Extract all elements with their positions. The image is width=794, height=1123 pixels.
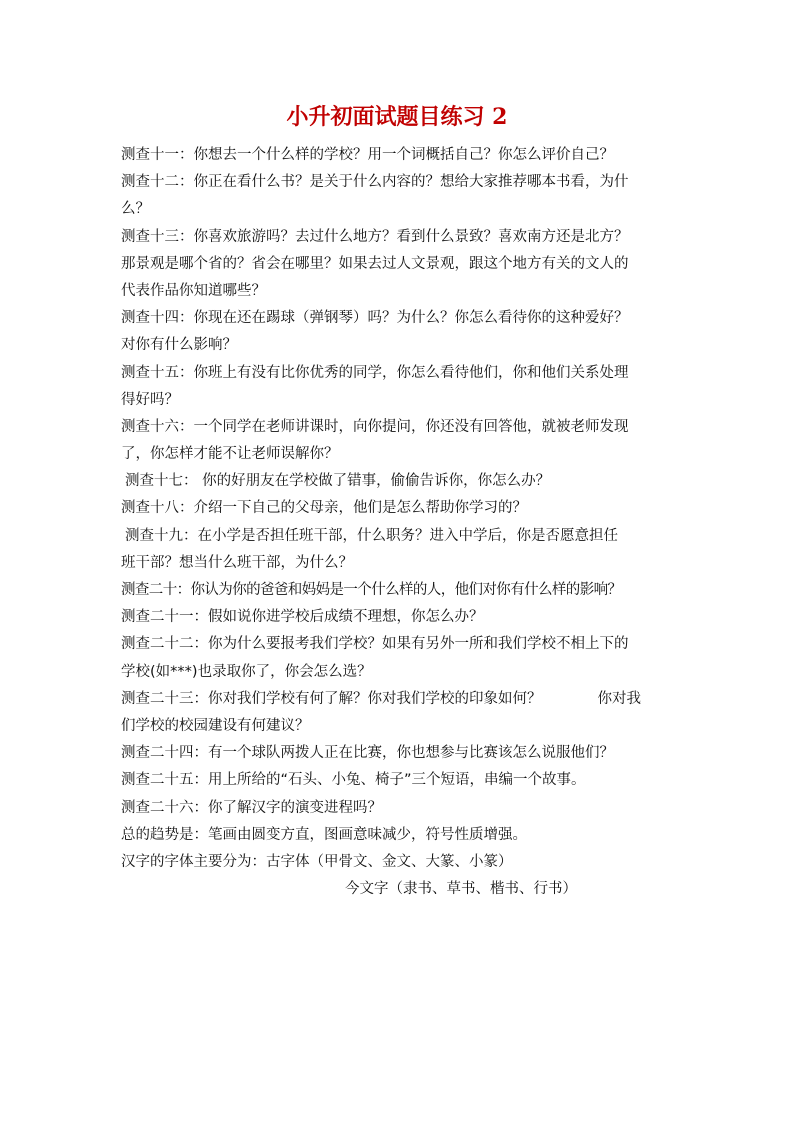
question-22-cont: 学校(如***)也录取你了，你会怎么选？ <box>121 663 372 680</box>
answer-modern-scripts: 今文字（隶书、草书、楷书、行书） <box>345 881 577 898</box>
question-16: 测查十六：一个同学在老师讲课时，向你提问，你还没有回答他，就被老师发现 <box>121 418 629 435</box>
question-13: 测查十三：你喜欢旅游吗？去过什么地方？看到什么景致？喜欢南方还是北方？ <box>121 228 629 245</box>
question-17: 测查十七： 你的好朋友在学校做了错事，偷偷告诉你，你怎么办？ <box>125 473 551 490</box>
question-12: 测查十二：你正在看什么书？是关于什么内容的？想给大家推荐哪本书看，为什 <box>121 174 629 191</box>
question-24: 测查二十四：有一个球队两拨人正在比赛，你也想参与比赛该怎么说服他们？ <box>121 745 614 762</box>
question-23-part-2: 你对我 <box>597 690 641 707</box>
question-12-cont: 么？ <box>121 201 150 218</box>
question-13-cont-2: 代表作品你知道哪些？ <box>121 282 266 299</box>
question-23-part-1: 测查二十三：你对我们学校有何了解？你对我们学校的印象如何？ <box>121 690 542 707</box>
question-11: 测查十一：你想去一个什么样的学校？用一个词概括自己？你怎么评价自己？ <box>121 147 614 163</box>
question-19: 测查十九：在小学是否担任班干部，什么职务？进入中学后，你是否愿意担任 <box>125 527 618 544</box>
page-title: 小升初面试题目练习 2 <box>286 104 508 130</box>
question-20: 测查二十：你认为你的爸爸和妈妈是一个什么样的人，他们对你有什么样的影响？ <box>121 582 622 598</box>
question-16-cont: 了，你怎样才能不让老师误解你？ <box>121 446 339 463</box>
question-23-cont: 们学校的校园建设有何建议？ <box>121 717 310 734</box>
answer-ancient-scripts: 汉字的字体主要分为：古字体（甲骨文、金文、大篆、小篆） <box>121 853 513 870</box>
question-15: 测查十五：你班上有没有比你优秀的同学，你怎么看待他们，你和他们关系处理 <box>121 364 629 381</box>
question-14-cont: 对你有什么影响？ <box>121 337 237 354</box>
answer-trend: 总的趋势是：笔画由圆变方直，图画意味减少，符号性质增强。 <box>121 826 527 843</box>
question-26: 测查二十六：你了解汉字的演变进程吗？ <box>121 799 382 816</box>
question-21: 测查二十一：假如说你进学校后成绩不理想，你怎么办？ <box>121 609 484 626</box>
question-14: 测查十四：你现在还在踢球（弹钢琴）吗？为什么？你怎么看待你的这种爱好？ <box>121 310 629 327</box>
question-18: 测查十八：介绍一下自己的父母亲，他们是怎么帮助你学习的？ <box>121 500 527 517</box>
question-22: 测查二十二：你为什么要报考我们学校？如果有另外一所和我们学校不相上下的 <box>121 636 629 653</box>
question-25: 测查二十五：用上所给的“石头、小兔、椅子”三个短语，串编一个故事。 <box>121 772 586 789</box>
question-23 <box>121 686 696 713</box>
question-15-cont: 得好吗？ <box>121 391 179 408</box>
question-19-cont: 班干部？想当什么班干部，为什么？ <box>121 554 353 571</box>
question-13-cont-1: 那景观是哪个省的？省会在哪里？如果去过人文景观，跟这个地方有关的文人的 <box>121 255 629 272</box>
document-body <box>121 142 696 903</box>
